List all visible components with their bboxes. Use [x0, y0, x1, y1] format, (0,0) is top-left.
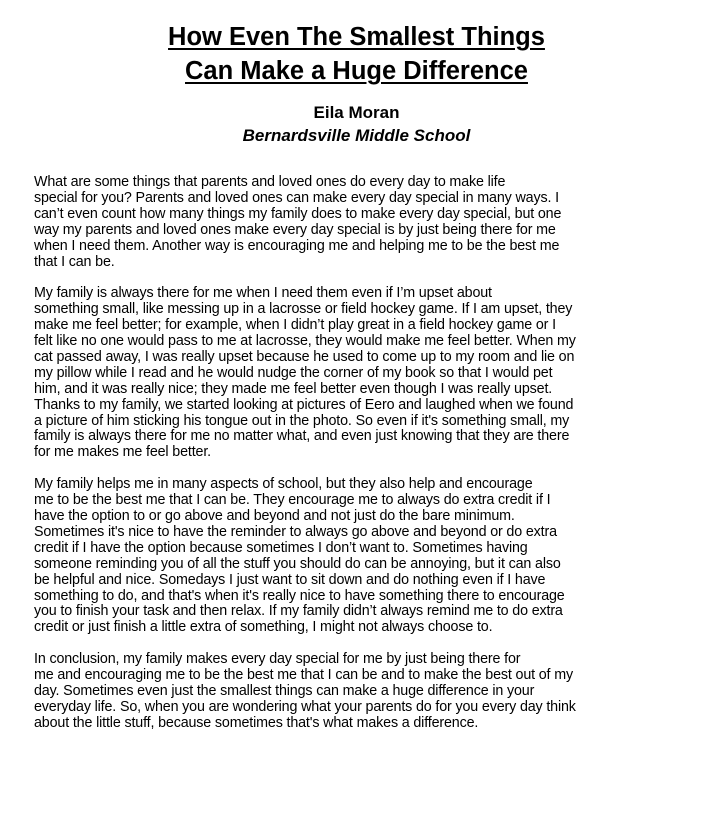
paragraph-line: In conclusion, my family makes every day special for me by just being there for — [34, 651, 521, 668]
paragraph-line: What are some things that parents and loved ones do every day to make life — [34, 174, 506, 190]
paragraph-line: Thanks to my family, we started looking at pictures of Eero and laughed when we found — [34, 396, 574, 413]
paragraph — [34, 175, 684, 270]
paragraph-line: make me feel better; for example, when I didn’t play great in a field hockey game or I — [34, 317, 556, 334]
paragraph-line: someone reminding you of all the stuff you should do can be annoying, but it can also — [34, 555, 561, 572]
school-name: Bernardsville Middle School — [242, 126, 471, 145]
paragraph-line: about the little stuff, because sometimes that's what makes a difference. — [34, 714, 479, 731]
paragraph-line: be helpful and nice. Somedays I just want to sit down and do nothing even if I have — [34, 571, 546, 588]
paragraph-line: can’t even count how many things my family does to make every day special, but one — [34, 205, 562, 222]
paragraph-line: way my parents and loved ones make every day special is by just being there for me — [34, 221, 556, 238]
paragraph-line: for me makes me feel better. — [34, 444, 211, 461]
paragraph-line: when I need them. Another way is encouraging me and helping me to be the best me — [34, 237, 560, 254]
paragraph-line: My family helps me in many aspects of school, but they also help and encourage — [34, 476, 533, 493]
paragraph — [34, 652, 684, 732]
paragraph-line: that I can be. — [34, 253, 115, 270]
paragraph-line: Sometimes it's nice to have the reminder to always go above and beyond or do extra — [34, 523, 557, 540]
paragraph-line: everyday life. So, when you are wondering what your parents do for you every day think — [34, 698, 576, 715]
paragraph — [34, 477, 684, 636]
paragraph-line: credit or just finish a little extra of something, I might not always choose to. — [34, 619, 493, 636]
paragraph-line: you to finish your task and then relax. If my family didn’t always remind me to do extra — [34, 603, 563, 620]
essay-body — [34, 175, 684, 748]
paragraph-line: day. Sometimes even just the smallest things can make a huge difference in your — [34, 682, 535, 699]
paragraph-line: something small, like messing up in a lacrosse or field hockey game. If I am upset, they — [34, 301, 573, 318]
paragraph-line: him, and it was really nice; they made me feel better even though I was really upset. — [34, 380, 553, 397]
paragraph-line: me to be the best me that I can be. They encourage me to always do extra credit if I — [34, 492, 551, 509]
paragraph-line: something to do, and that's when it's really nice to have something there to encourage — [34, 587, 565, 604]
title-line: Can Make a Huge Difference — [185, 57, 528, 85]
paragraph — [34, 286, 684, 461]
paragraph-line: special for you? Parents and loved ones can make every day special in many ways. I — [34, 189, 559, 206]
paragraph-line: family is always there for me no matter what, and even just knowing that they are there — [34, 428, 570, 445]
paragraph-line: a picture of him sticking his tongue out in the photo. So even if it's something small, my — [34, 412, 570, 429]
document-title — [0, 20, 713, 88]
paragraph-line: my pillow while I read and he would nudge the corner of my book so that I would pet — [34, 364, 553, 381]
paragraph-line: credit if I have the option because sometimes I don’t want to. Sometimes having — [34, 539, 528, 556]
paragraph-line: My family is always there for me when I need them even if I’m upset about — [34, 285, 492, 302]
paragraph-line: cat passed away, I was really upset because he used to come up to my room and lie on — [34, 348, 575, 365]
paragraph-line: have the option to or go above and beyond and not just do the bare minimum. — [34, 508, 515, 524]
paragraph-line: me and encouraging me to be the best me that I can be and to make the best out of my — [34, 667, 573, 684]
author-name: Eila Moran — [313, 103, 400, 122]
title-line: How Even The Smallest Things — [168, 23, 545, 51]
paragraph-line: felt like no one would pass to me at lacrosse, they would make me feel better. When my — [34, 333, 576, 350]
